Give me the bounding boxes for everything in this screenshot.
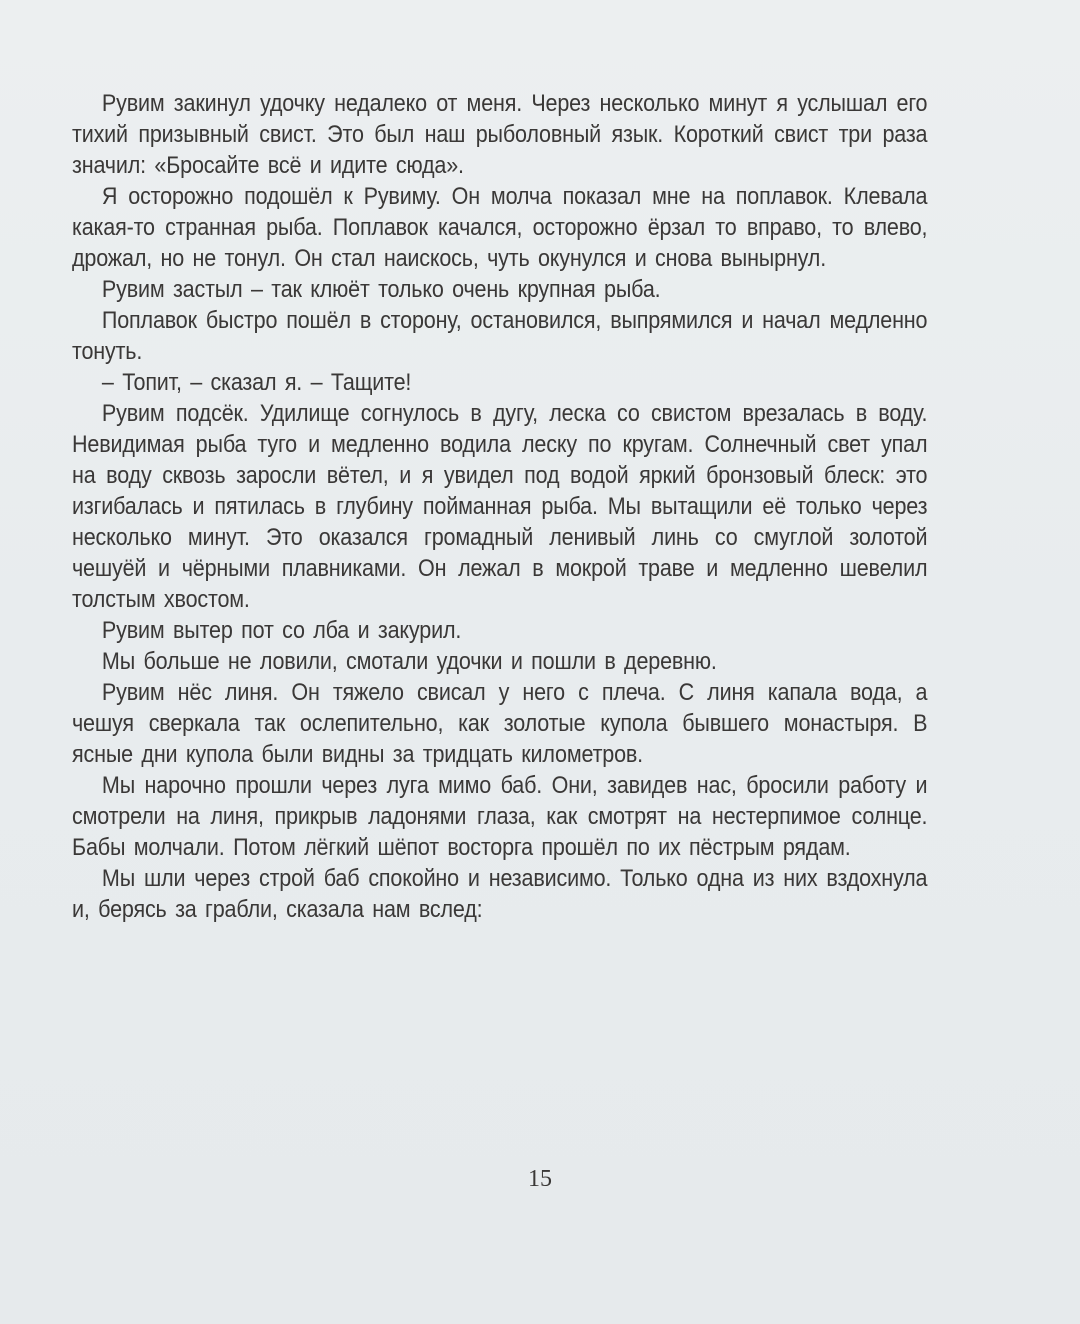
paragraph: Рувим подсёк. Удилище согнулось в дугу, леска со свистом врезалась в воду. Невидимая рыба туго и медленно водила леску по кругам. Солнечный свет упал на воду сквозь заросли вётел, и я увидел под водой яркий бронзовый блеск: это изгибалась и пятилась в глубину пойманная рыба. Мы вытащили её только через несколько минут. Это оказался громадный ленивый линь со смуглой золотой чешуёй и чёрными плавниками. Он лежал в мокрой траве и медленно шевелил толстым хвостом. <box>72 400 928 613</box>
paragraph: Я осторожно подошёл к Рувиму. Он молча показал мне на поплавок. Клевала какая-то странная рыба. Поплавок качался, осторожно ёрзал то вправо, то влево, дрожал, но не тонул. Он стал наискось, чуть окунулся и снова вынырнул. <box>72 183 928 272</box>
paragraph: Мы шли через строй баб спокойно и независимо. Только одна из них вздохнула и, берясь за грабли, сказала нам вслед: <box>72 865 928 923</box>
paragraph: Рувим закинул удочку недалеко от меня. Через несколько минут я услышал его тихий призывный свист. Это был наш рыболовный язык. Короткий свист три раза значил: «Бросайте всё и идите сюда». <box>72 90 928 179</box>
paragraph: – Топит, – сказал я. – Тащите! <box>101 369 412 396</box>
paragraph: Рувим нёс линя. Он тяжело свисал у него с плеча. С линя капала вода, а чешуя сверкала так ослепительно, как золотые купола бывшего монастыря. В ясные дни купола были видны за тридцать километров. <box>72 679 928 768</box>
paragraph: Поплавок быстро пошёл в сторону, остановился, выпрямился и начал медленно тонуть. <box>72 307 928 365</box>
paragraph: Мы больше не ловили, смотали удочки и пошли в деревню. <box>101 648 717 675</box>
page-number: 15 <box>528 1166 552 1192</box>
paragraph: Рувим застыл – так клюёт только очень крупная рыба. <box>101 276 661 303</box>
body-text <box>72 88 927 925</box>
paragraph: Рувим вытер пот со лба и закурил. <box>101 617 462 644</box>
paragraph: Мы нарочно прошли через луга мимо баб. Они, завидев нас, бросили работу и смотрели на линя, прикрыв ладонями глаза, как смотрят на нестерпимое солнце. Бабы молчали. Потом лёгкий шёпот восторга прошёл по их пёстрым рядам. <box>72 772 928 861</box>
